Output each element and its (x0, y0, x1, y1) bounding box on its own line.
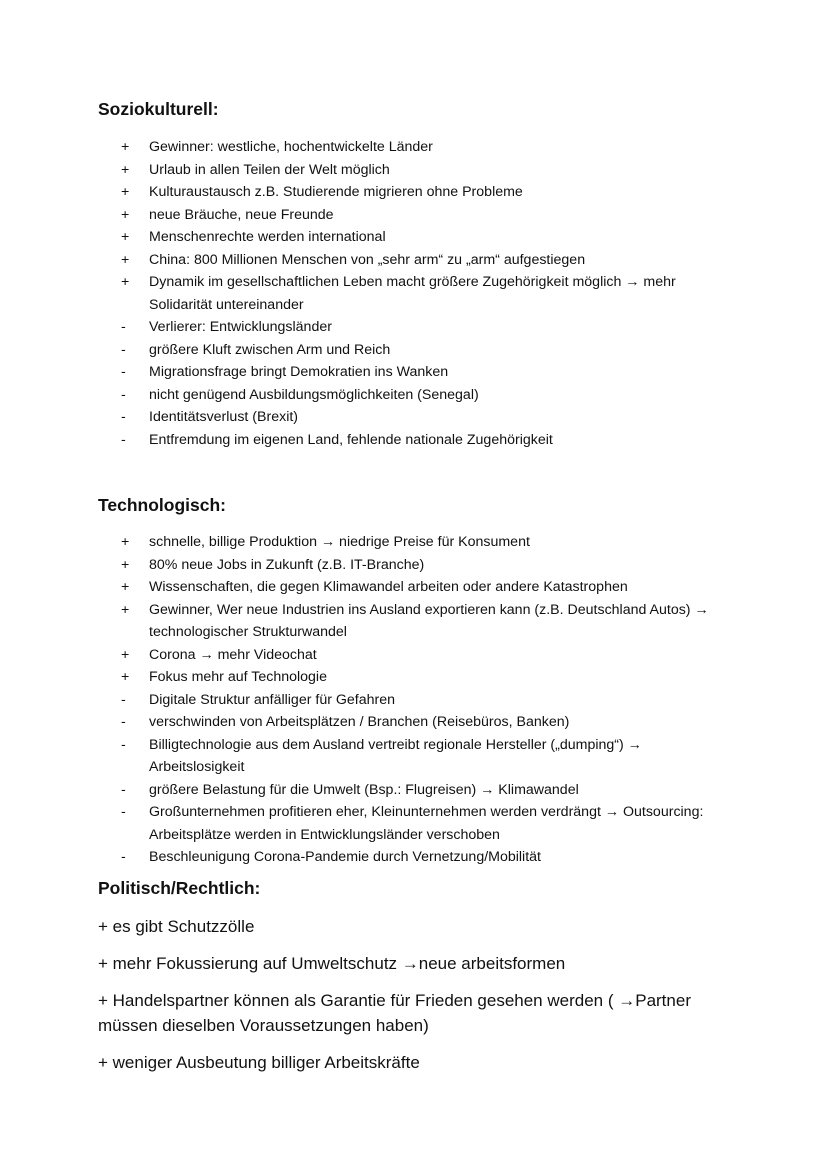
list-item (0, 181, 828, 204)
minus-marker: - (121, 714, 126, 730)
plus-marker: + (121, 251, 130, 268)
heading-politisch-rechtlich: Politisch/Rechtlich: (98, 878, 261, 898)
list-item (0, 846, 828, 869)
list-item (0, 531, 828, 554)
paragraph-item: + es gibt Schutzzölle (98, 917, 255, 936)
plus-marker: + (121, 556, 130, 573)
list-item (0, 554, 828, 577)
list-item (0, 734, 828, 779)
list-item-text: schnelle, billige Produktion → niedrige Preise für Konsument (149, 534, 530, 550)
list-item (0, 159, 828, 182)
plus-marker: + (121, 579, 130, 595)
plus-marker: + (121, 601, 130, 618)
list-item-text: Fokus mehr auf Technologie (149, 669, 327, 685)
minus-marker: - (121, 431, 126, 448)
list-item-text: Wissenschaften, die gegen Klimawandel arbeiten oder andere Katastrophen (149, 579, 628, 595)
list-item (0, 801, 828, 846)
list-soziokulturell (0, 136, 828, 451)
list-item-text: China: 800 Millionen Menschen von „sehr arm“ zu „arm“ aufgestiegen (149, 251, 586, 268)
minus-marker: - (121, 781, 126, 798)
list-item-text: Gewinner, Wer neue Industrien ins Ausland exportieren kann (z.B. Deutschland Autos) → technologischer Strukturwandel (149, 601, 709, 640)
minus-marker: - (121, 849, 126, 865)
plus-marker: + (121, 274, 130, 290)
minus-marker: - (121, 386, 126, 403)
list-item-text: Digitale Struktur anfälliger für Gefahren (149, 691, 396, 708)
list-item-text: größere Belastung für die Umwelt (Bsp.: Flugreisen) → Klimawandel (149, 781, 579, 798)
list-item-text: Gewinner: westliche, hochentwickelte Länder (149, 139, 433, 155)
list-technologisch (0, 531, 828, 869)
list-item (0, 339, 828, 362)
plus-marker: + (121, 646, 130, 663)
list-item (0, 204, 828, 227)
list-item (0, 599, 828, 644)
list-item-text: Dynamik im gesellschaftlichen Leben macht größere Zugehörigkeit möglich → mehr Solidarität untereinander (149, 274, 676, 313)
list-item-text: Urlaub in allen Teilen der Welt möglich (149, 161, 390, 178)
list-item (0, 361, 828, 384)
heading-technologisch: Technologisch: (98, 495, 227, 515)
plus-marker: + (121, 206, 130, 223)
list-item (0, 406, 828, 429)
minus-marker: - (121, 691, 126, 708)
list-item (0, 316, 828, 339)
list-item-text: Menschenrechte werden international (149, 229, 386, 245)
list-item (0, 136, 828, 159)
list-item (0, 689, 828, 712)
list-item-text: Kulturaustausch z.B. Studierende migrieren ohne Probleme (149, 184, 523, 200)
list-item-text: Corona → mehr Videochat (149, 646, 317, 663)
list-item-text: verschwinden von Arbeitsplätzen / Branchen (Reisebüros, Banken) (149, 714, 570, 730)
list-item-text: Entfremdung im eigenen Land, fehlende nationale Zugehörigkeit (149, 431, 553, 448)
list-item (0, 644, 828, 667)
plus-marker: + (121, 139, 130, 155)
list-item-text: Billigtechnologie aus dem Ausland vertreibt regionale Hersteller („dumping“) → Arbeitslosigkeit (149, 736, 642, 775)
minus-marker: - (121, 341, 126, 358)
list-item (0, 384, 828, 407)
paragraph-item: + mehr Fokussierung auf Umweltschutz →neue arbeitsformen (98, 954, 566, 973)
list-item (0, 271, 828, 316)
minus-marker: - (121, 409, 126, 425)
list-item-text: Großunternehmen profitieren eher, Kleinunternehmen werden verdrängt → Outsourcing: Arbeitsplätze werden in Entwicklungsländer verschoben (149, 804, 704, 843)
list-item-text: Identitätsverlust (Brexit) (149, 409, 299, 425)
list-item-text: Migrationsfrage bringt Demokratien ins Wanken (149, 364, 449, 380)
list-item (0, 779, 828, 802)
minus-marker: - (121, 364, 126, 380)
paragraph-item: + weniger Ausbeutung billiger Arbeitskräfte (98, 1053, 420, 1072)
list-item (0, 711, 828, 734)
list-item-text: Beschleunigung Corona-Pandemie durch Vernetzung/Mobilität (149, 849, 541, 865)
paragraph-item: + Handelspartner können als Garantie für Frieden gesehen werden ( →Partner müssen dieselben Voraussetzungen haben) (98, 991, 691, 1035)
heading-soziokulturell: Soziokulturell: (98, 99, 219, 119)
list-item-text: nicht genügend Ausbildungsmöglichkeiten (Senegal) (149, 386, 479, 403)
plus-marker: + (121, 229, 130, 245)
plus-marker: + (121, 669, 130, 685)
plus-marker: + (121, 161, 130, 178)
list-item (0, 226, 828, 249)
minus-marker: - (121, 736, 126, 753)
list-item-text: Verlierer: Entwicklungsländer (149, 319, 332, 335)
list-item-text: größere Kluft zwischen Arm und Reich (149, 341, 391, 358)
minus-marker: - (121, 319, 126, 335)
plus-marker: + (121, 534, 130, 550)
list-item (0, 666, 828, 689)
plus-marker: + (121, 184, 130, 200)
list-item-text: neue Bräuche, neue Freunde (149, 206, 334, 223)
list-item-text: 80% neue Jobs in Zukunft (z.B. IT-Branche) (149, 556, 425, 573)
list-item (0, 249, 828, 272)
minus-marker: - (121, 804, 126, 820)
list-item (0, 576, 828, 599)
list-item (0, 429, 828, 452)
